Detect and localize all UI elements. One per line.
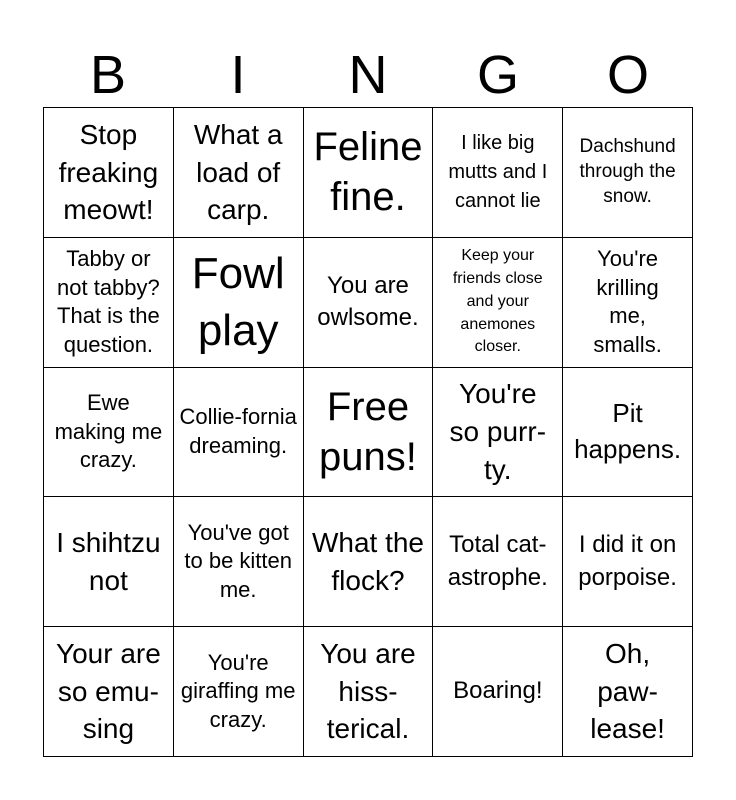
bingo-cell[interactable] <box>304 108 434 238</box>
bingo-cell[interactable] <box>563 627 693 757</box>
bingo-cell[interactable] <box>174 627 304 757</box>
bingo-cell[interactable] <box>304 238 434 368</box>
bingo-cell[interactable] <box>563 108 693 238</box>
header-letter-g: G <box>476 45 519 105</box>
header-letter-b: B <box>89 45 127 105</box>
bingo-cell[interactable] <box>433 368 563 498</box>
bingo-cell[interactable] <box>433 627 563 757</box>
bingo-cell[interactable] <box>563 368 693 498</box>
bingo-cell[interactable] <box>44 368 174 498</box>
cell-text: Fowl play <box>191 249 285 356</box>
header-letter-o: O <box>606 45 649 105</box>
bingo-cell[interactable] <box>433 497 563 627</box>
bingo-header <box>43 44 693 106</box>
cell-text: You are owlsome. <box>317 271 419 332</box>
cell-text: Total cat-astrophe. <box>447 531 548 591</box>
cell-text: Keep your friends close and your anemones closer. <box>452 247 543 356</box>
bingo-cell[interactable] <box>44 238 174 368</box>
header-letter-n: N <box>348 45 388 105</box>
cell-text: Pit happens. <box>574 398 682 464</box>
cell-text: Feline fine. <box>313 125 423 220</box>
bingo-cell[interactable] <box>174 368 304 498</box>
cell-text: Boaring! <box>453 677 543 705</box>
cell-text: You've got to be kitten me. <box>184 519 293 603</box>
cell-text: You're krilling me, smalls. <box>593 246 662 357</box>
cell-text: What a load of carp. <box>193 118 283 226</box>
cell-text: Stop freaking meowt! <box>58 118 159 226</box>
header-letter-i: I <box>230 45 246 105</box>
bingo-cell[interactable] <box>304 368 434 498</box>
cell-text: I like big mutts and I cannot lie <box>448 131 548 212</box>
cell-text: What the flock? <box>311 526 425 596</box>
cell-text: Your are so emu-sing <box>55 637 161 745</box>
bingo-cell[interactable] <box>563 497 693 627</box>
bingo-cell[interactable] <box>304 497 434 627</box>
cell-text: Dachshund through the snow. <box>579 136 676 207</box>
cell-text: You're so purr-ty. <box>449 378 547 485</box>
bingo-cell[interactable] <box>563 238 693 368</box>
bingo-cell[interactable] <box>174 497 304 627</box>
cell-text: You're giraffing me crazy. <box>180 649 296 732</box>
bingo-cell[interactable] <box>44 627 174 757</box>
cell-text: I shihtzu not <box>56 526 161 596</box>
cell-text: You are hiss-terical. <box>320 637 416 745</box>
cell-text: I did it on porpoise. <box>578 531 677 591</box>
bingo-board <box>43 107 693 757</box>
bingo-cell[interactable] <box>433 108 563 238</box>
bingo-cell[interactable] <box>44 108 174 238</box>
cell-text: Tabby or not tabby? That is the question. <box>57 246 160 357</box>
bingo-cell[interactable] <box>304 627 434 757</box>
cell-text: Collie-fornia dreaming. <box>179 404 297 458</box>
bingo-cell[interactable] <box>433 238 563 368</box>
cell-text: Free puns! <box>319 384 417 479</box>
bingo-cell[interactable] <box>44 497 174 627</box>
cell-text: Ewe making me crazy. <box>54 390 163 473</box>
cell-text: Oh, paw-lease! <box>590 637 665 745</box>
bingo-cell[interactable] <box>174 108 304 238</box>
bingo-cell[interactable] <box>174 238 304 368</box>
